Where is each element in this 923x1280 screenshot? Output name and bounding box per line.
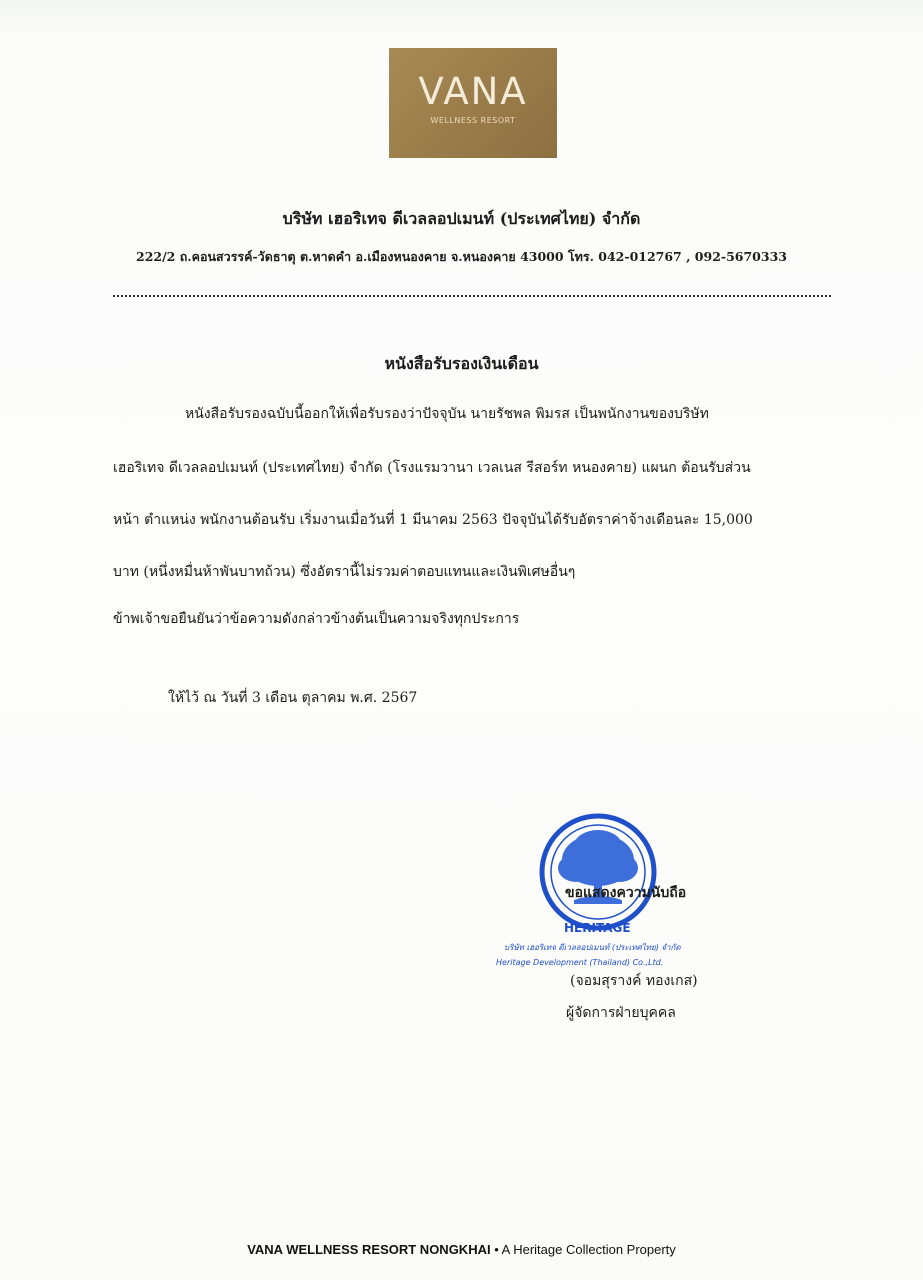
logo-tagline: WELLNESS RESORT	[430, 116, 516, 125]
company-name: บริษัท เฮอริเทจ ดีเวลลอปเมนท์ (ประเทศไทย) จำกัด	[282, 209, 641, 228]
footer-collection: A Heritage Collection Property	[501, 1242, 676, 1257]
document-title: หนังสือรับรองเงินเดือน	[384, 354, 539, 373]
company-address: 222/2 ถ.คอนสวรรค์-วัดธาตุ ต.หาดคำ อ.เมืองหนองคาย จ.หนองคาย 43000 โทร. 042-012767 , 092-5670333	[136, 249, 787, 264]
issue-date-line: ให้ไว้ ณ วันที่ 3 เดือน ตุลาคม พ.ศ. 2567	[168, 690, 418, 706]
footer-resort-name: VANA WELLNESS RESORT NONGKHAI	[247, 1242, 491, 1257]
body-line-3: หน้า ตำแหน่ง พนักงานต้อนรับ เริ่มงานเมื่อวันที่ 1 มีนาคม 2563 ปัจจุบันได้รับอัตราค่าจ้างเดือนละ 15,000	[113, 512, 753, 528]
body-line-4: บาท (หนึ่งหมื่นห้าพันบาทถ้วน) ซึ่งอัตรานี้ไม่รวมค่าตอบแทนและเงินพิเศษอื่นๆ	[113, 564, 576, 580]
body-line-1: หนังสือรับรองฉบับนี้ออกให้เพื่อรับรองว่าปัจจุบัน นายรัชพล พิมรส เป็นพนักงานของบริษัท	[185, 406, 709, 422]
body-line-5: ข้าพเจ้าขอยืนยันว่าข้อความดังกล่าวข้างต้นเป็นความจริงทุกประการ	[113, 611, 520, 627]
svg-text:HERITAGE: HERITAGE	[564, 921, 631, 935]
footer	[0, 1241, 923, 1259]
body-line-2: เฮอริเทจ ดีเวลลอปเมนท์ (ประเทศไทย) จำกัด (โรงแรมวานา เวลเนส รีสอร์ท หนองคาย) แผนก ต้อนรับส่วน	[113, 460, 751, 476]
signatory-position: ผู้จัดการฝ่ายบุคคล	[566, 1005, 676, 1021]
svg-text:บริษัท เฮอริเทจ ดีเวลลอปเมนท์: บริษัท เฮอริเทจ ดีเวลลอปเมนท์ (ประเทศไทย) จำกัด	[504, 943, 681, 952]
logo-wordmark: VANA	[418, 70, 528, 113]
signature-closing: ขอแสดงความนับถือ	[565, 885, 687, 901]
header-divider	[113, 295, 831, 297]
vana-logo	[389, 48, 557, 158]
signatory-name: (จอมสุรางค์ ทองเกส)	[570, 973, 698, 989]
svg-text:Heritage Development (Thailand: Heritage Development (Thailand) Co.,Ltd.	[496, 958, 664, 967]
footer-separator: •	[490, 1242, 502, 1257]
